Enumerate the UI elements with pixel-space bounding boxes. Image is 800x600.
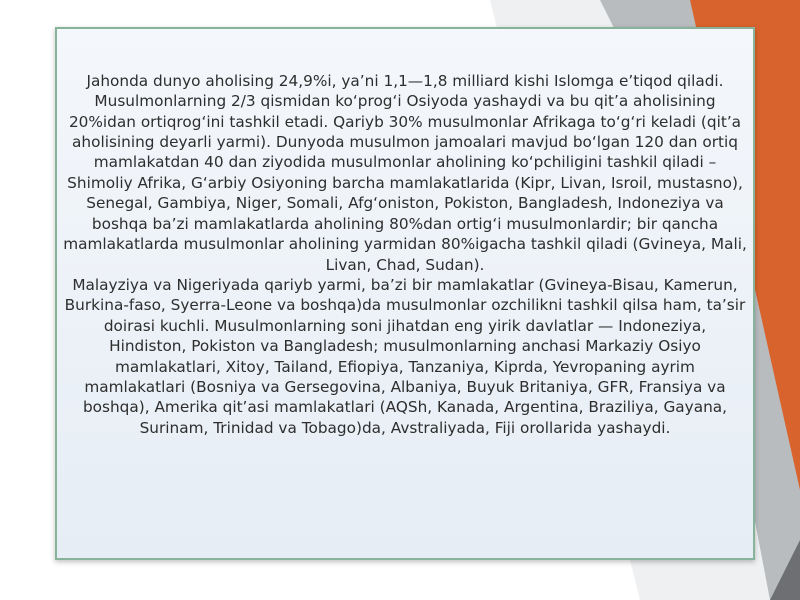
body-text [63,71,747,438]
content-card [55,27,755,560]
paragraph-2: Malayziya va Nigeriyada qariyb yarmi, ba’zi bir mamlakatlar (Gvineya-Bisau, Kamerun, Burkina-faso, Syerra-Leone va boshqa)da musulmonlar ozchilikni tashkil qilsa ham, ta’sir doirasi kuchli. Musulmonlarning soni jihatdan eng yirik davlatlar — Indoneziya, Hindiston, Pokiston va Bangladesh; musulmonlarning anchasi Markaziy Osiyo mamlakatlari, Xitoy, Tailand, Efiopiya, Tanzaniya, Kiprda, Yevropaning ayrim mamlakatlari (Bosniya va Gersegovina, Albaniya, Buyuk Britaniya, GFR, Fransiya va boshqa), Amerika qit’asi mamlakatlari (AQSh, Kanada, Argentina, Braziliya, Gayana, Surinam, Trinidad va Tobago)da, Avstraliyada, Fiji orollarida yashaydi. [64,275,746,437]
paragraph-1: Jahonda dunyo aholising 24,9%i, ya’ni 1,1—1,8 milliard kishi Islomga e’tiqod qiladi. Musulmonlarning 2/3 qismidan ko‘prog‘i Osiyoda yashaydi va bu qit’a aholisining 20%idan ortiqrog‘ini tashkil etadi. Qariyb 30% musulmonlar Afrikaga to‘g‘ri keladi (qit’a aholisining deyarli yarmi). Dunyoda musulmon jamoalari mavjud bo‘lgan 120 dan ortiq mamlakatdan 40 dan ziyodida musulmonlar aholining ko‘pchiligini tashkil qiladi – Shimoliy Afrika, G‘arbiy Osiyoning barcha mamlakatlarida (Kipr, Livan, Isroil, mustasno), Senegal, Gambiya, Niger, Somali, Afg‘oniston, Pokiston, Bangladesh, Indoneziya va boshqa ba’zi mamlakatlarda aholining 80%dan ortig‘i musulmonlardir; bir qancha mamlakatlarda musulmonlar aholining yarmidan 80%igacha tashkil qiladi (Gvineya, Mali, Livan, Chad, Sudan). [63,71,747,274]
